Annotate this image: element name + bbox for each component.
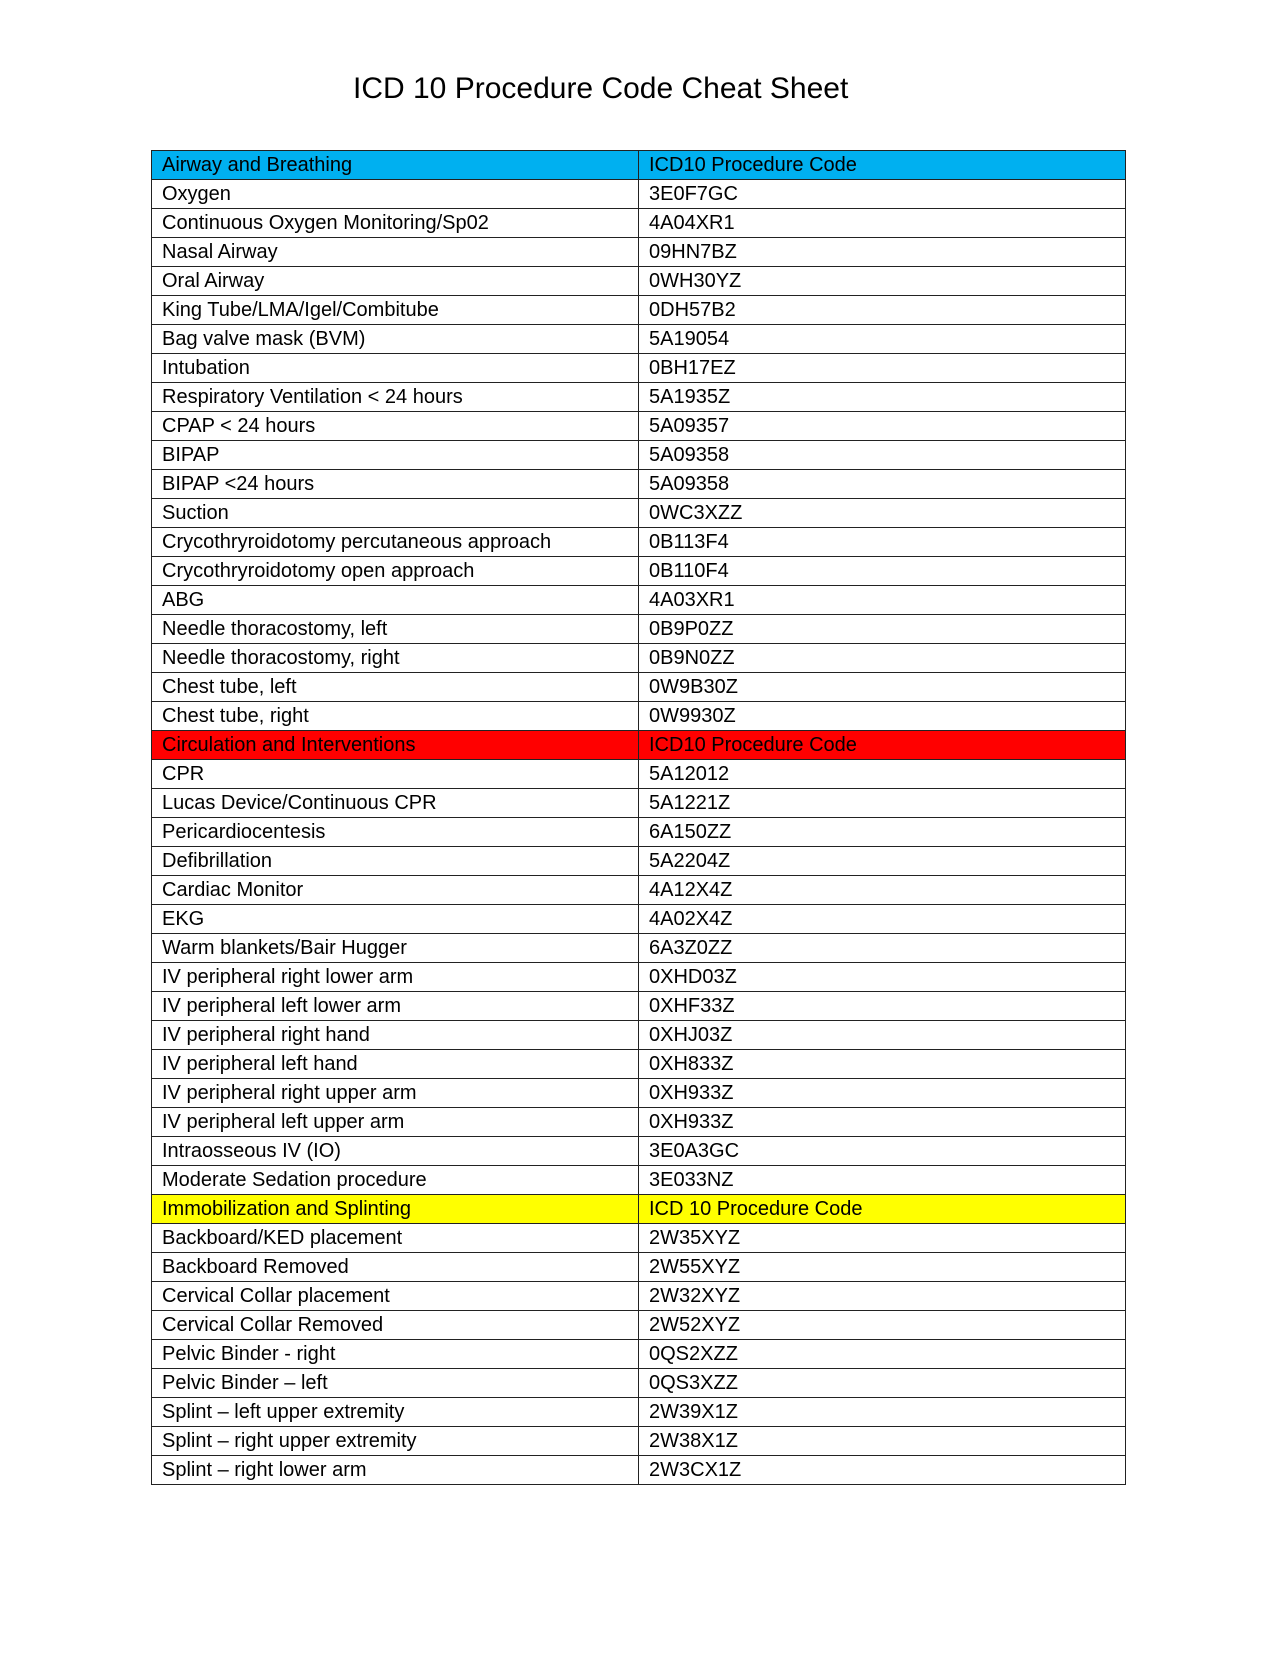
procedure-code: 4A04XR1 bbox=[639, 209, 1126, 238]
procedure-code: 2W39X1Z bbox=[639, 1398, 1126, 1427]
table-row bbox=[152, 238, 1126, 267]
procedure-code: 2W32XYZ bbox=[639, 1282, 1126, 1311]
table-row bbox=[152, 1340, 1126, 1369]
procedure-name: Continuous Oxygen Monitoring/Sp02 bbox=[152, 209, 639, 238]
procedure-code: 0BH17EZ bbox=[639, 354, 1126, 383]
procedure-name: Chest tube, left bbox=[152, 673, 639, 702]
table-row bbox=[152, 1079, 1126, 1108]
procedure-code: 0XH933Z bbox=[639, 1079, 1126, 1108]
code-column-header: ICD10 Procedure Code bbox=[639, 151, 1126, 180]
procedure-code: 2W38X1Z bbox=[639, 1427, 1126, 1456]
table-row bbox=[152, 1137, 1126, 1166]
procedure-code: 09HN7BZ bbox=[639, 238, 1126, 267]
procedure-code: 4A02X4Z bbox=[639, 905, 1126, 934]
procedure-code: 0B113F4 bbox=[639, 528, 1126, 557]
procedure-code: 3E033NZ bbox=[639, 1166, 1126, 1195]
procedure-code: 3E0A3GC bbox=[639, 1137, 1126, 1166]
procedure-name: Pelvic Binder – left bbox=[152, 1369, 639, 1398]
table-row bbox=[152, 818, 1126, 847]
procedure-name: CPAP < 24 hours bbox=[152, 412, 639, 441]
table-row bbox=[152, 325, 1126, 354]
table-row bbox=[152, 528, 1126, 557]
code-column-header: ICD10 Procedure Code bbox=[639, 731, 1126, 760]
procedure-code: 0XH833Z bbox=[639, 1050, 1126, 1079]
section-header-immobilization-splinting bbox=[152, 1195, 1126, 1224]
table-row bbox=[152, 470, 1126, 499]
procedure-code: 2W35XYZ bbox=[639, 1224, 1126, 1253]
table-row bbox=[152, 586, 1126, 615]
procedure-code: 0XH933Z bbox=[639, 1108, 1126, 1137]
procedure-name: Pelvic Binder - right bbox=[152, 1340, 639, 1369]
procedure-code: 0XHJ03Z bbox=[639, 1021, 1126, 1050]
procedure-code: 5A12012 bbox=[639, 760, 1126, 789]
procedure-name: BIPAP <24 hours bbox=[152, 470, 639, 499]
table-row bbox=[152, 383, 1126, 412]
procedure-code: 0QS2XZZ bbox=[639, 1340, 1126, 1369]
table-row bbox=[152, 180, 1126, 209]
procedure-name: Defibrillation bbox=[152, 847, 639, 876]
procedure-name: Crycothryroidotomy percutaneous approach bbox=[152, 528, 639, 557]
section-title: Airway and Breathing bbox=[152, 151, 639, 180]
procedure-code-table-body bbox=[152, 151, 1126, 1485]
table-row bbox=[152, 1224, 1126, 1253]
table-row bbox=[152, 963, 1126, 992]
procedure-name: Moderate Sedation procedure bbox=[152, 1166, 639, 1195]
procedure-name: Intraosseous IV (IO) bbox=[152, 1137, 639, 1166]
table-row bbox=[152, 1253, 1126, 1282]
table-row bbox=[152, 1311, 1126, 1340]
procedure-code: 0XHD03Z bbox=[639, 963, 1126, 992]
procedure-code: 4A12X4Z bbox=[639, 876, 1126, 905]
procedure-name: ABG bbox=[152, 586, 639, 615]
procedure-code: 0W9930Z bbox=[639, 702, 1126, 731]
procedure-name: Backboard/KED placement bbox=[152, 1224, 639, 1253]
procedure-name: Needle thoracostomy, right bbox=[152, 644, 639, 673]
table-row bbox=[152, 1021, 1126, 1050]
table-row bbox=[152, 441, 1126, 470]
table-row bbox=[152, 1398, 1126, 1427]
procedure-code: 5A09357 bbox=[639, 412, 1126, 441]
procedure-name: Cardiac Monitor bbox=[152, 876, 639, 905]
table-row bbox=[152, 412, 1126, 441]
procedure-name: Splint – left upper extremity bbox=[152, 1398, 639, 1427]
table-row bbox=[152, 934, 1126, 963]
table-row bbox=[152, 847, 1126, 876]
procedure-name: Needle thoracostomy, left bbox=[152, 615, 639, 644]
procedure-code-table bbox=[151, 150, 1126, 1485]
procedure-code: 0B9P0ZZ bbox=[639, 615, 1126, 644]
table-row bbox=[152, 1456, 1126, 1485]
table-row bbox=[152, 354, 1126, 383]
table-row bbox=[152, 1050, 1126, 1079]
procedure-code: 6A150ZZ bbox=[639, 818, 1126, 847]
table-row bbox=[152, 1369, 1126, 1398]
procedure-code: 5A09358 bbox=[639, 441, 1126, 470]
table-row bbox=[152, 1108, 1126, 1137]
table-row bbox=[152, 615, 1126, 644]
procedure-code: 0DH57B2 bbox=[639, 296, 1126, 325]
section-header-airway-breathing bbox=[152, 151, 1126, 180]
table-row bbox=[152, 296, 1126, 325]
procedure-name: Splint – right lower arm bbox=[152, 1456, 639, 1485]
procedure-name: IV peripheral left lower arm bbox=[152, 992, 639, 1021]
procedure-name: Warm blankets/Bair Hugger bbox=[152, 934, 639, 963]
procedure-name: Respiratory Ventilation < 24 hours bbox=[152, 383, 639, 412]
procedure-name: IV peripheral left hand bbox=[152, 1050, 639, 1079]
procedure-name: BIPAP bbox=[152, 441, 639, 470]
procedure-code: 5A09358 bbox=[639, 470, 1126, 499]
procedure-code: 0XHF33Z bbox=[639, 992, 1126, 1021]
procedure-name: IV peripheral left upper arm bbox=[152, 1108, 639, 1137]
procedure-name: Intubation bbox=[152, 354, 639, 383]
procedure-name: IV peripheral right lower arm bbox=[152, 963, 639, 992]
table-row bbox=[152, 760, 1126, 789]
procedure-name: Bag valve mask (BVM) bbox=[152, 325, 639, 354]
code-column-header: ICD 10 Procedure Code bbox=[639, 1195, 1126, 1224]
table-row bbox=[152, 209, 1126, 238]
table-row bbox=[152, 673, 1126, 702]
table-row bbox=[152, 1282, 1126, 1311]
procedure-name: Splint – right upper extremity bbox=[152, 1427, 639, 1456]
section-header-circulation-interventions bbox=[152, 731, 1126, 760]
table-row bbox=[152, 1166, 1126, 1195]
table-row bbox=[152, 557, 1126, 586]
procedure-code: 0B110F4 bbox=[639, 557, 1126, 586]
procedure-name: Chest tube, right bbox=[152, 702, 639, 731]
procedure-code: 5A2204Z bbox=[639, 847, 1126, 876]
procedure-code: 5A1935Z bbox=[639, 383, 1126, 412]
table-row bbox=[152, 267, 1126, 296]
procedure-code: 0W9B30Z bbox=[639, 673, 1126, 702]
procedure-code: 0WH30YZ bbox=[639, 267, 1126, 296]
procedure-code: 0B9N0ZZ bbox=[639, 644, 1126, 673]
table-row bbox=[152, 499, 1126, 528]
procedure-code: 5A1221Z bbox=[639, 789, 1126, 818]
procedure-name: Pericardiocentesis bbox=[152, 818, 639, 847]
procedure-name: Nasal Airway bbox=[152, 238, 639, 267]
procedure-code: 2W3CX1Z bbox=[639, 1456, 1126, 1485]
table-row bbox=[152, 992, 1126, 1021]
procedure-code: 0WC3XZZ bbox=[639, 499, 1126, 528]
procedure-name: Backboard Removed bbox=[152, 1253, 639, 1282]
procedure-name: Oxygen bbox=[152, 180, 639, 209]
procedure-name: EKG bbox=[152, 905, 639, 934]
procedure-name: IV peripheral right hand bbox=[152, 1021, 639, 1050]
procedure-name: Cervical Collar placement bbox=[152, 1282, 639, 1311]
table-row bbox=[152, 905, 1126, 934]
procedure-code: 6A3Z0ZZ bbox=[639, 934, 1126, 963]
procedure-name: King Tube/LMA/Igel/Combitube bbox=[152, 296, 639, 325]
procedure-code: 2W55XYZ bbox=[639, 1253, 1126, 1282]
table-row bbox=[152, 702, 1126, 731]
section-title: Circulation and Interventions bbox=[152, 731, 639, 760]
procedure-name: Cervical Collar Removed bbox=[152, 1311, 639, 1340]
page-title: ICD 10 Procedure Code Cheat Sheet bbox=[353, 72, 849, 105]
procedure-code: 3E0F7GC bbox=[639, 180, 1126, 209]
procedure-name: Oral Airway bbox=[152, 267, 639, 296]
procedure-name: Lucas Device/Continuous CPR bbox=[152, 789, 639, 818]
procedure-name: IV peripheral right upper arm bbox=[152, 1079, 639, 1108]
procedure-code: 4A03XR1 bbox=[639, 586, 1126, 615]
procedure-code: 0QS3XZZ bbox=[639, 1369, 1126, 1398]
procedure-name: CPR bbox=[152, 760, 639, 789]
table-row bbox=[152, 789, 1126, 818]
procedure-code: 2W52XYZ bbox=[639, 1311, 1126, 1340]
procedure-code: 5A19054 bbox=[639, 325, 1126, 354]
table-row bbox=[152, 876, 1126, 905]
section-title: Immobilization and Splinting bbox=[152, 1195, 639, 1224]
procedure-name: Crycothryroidotomy open approach bbox=[152, 557, 639, 586]
table-row bbox=[152, 644, 1126, 673]
table-row bbox=[152, 1427, 1126, 1456]
procedure-name: Suction bbox=[152, 499, 639, 528]
